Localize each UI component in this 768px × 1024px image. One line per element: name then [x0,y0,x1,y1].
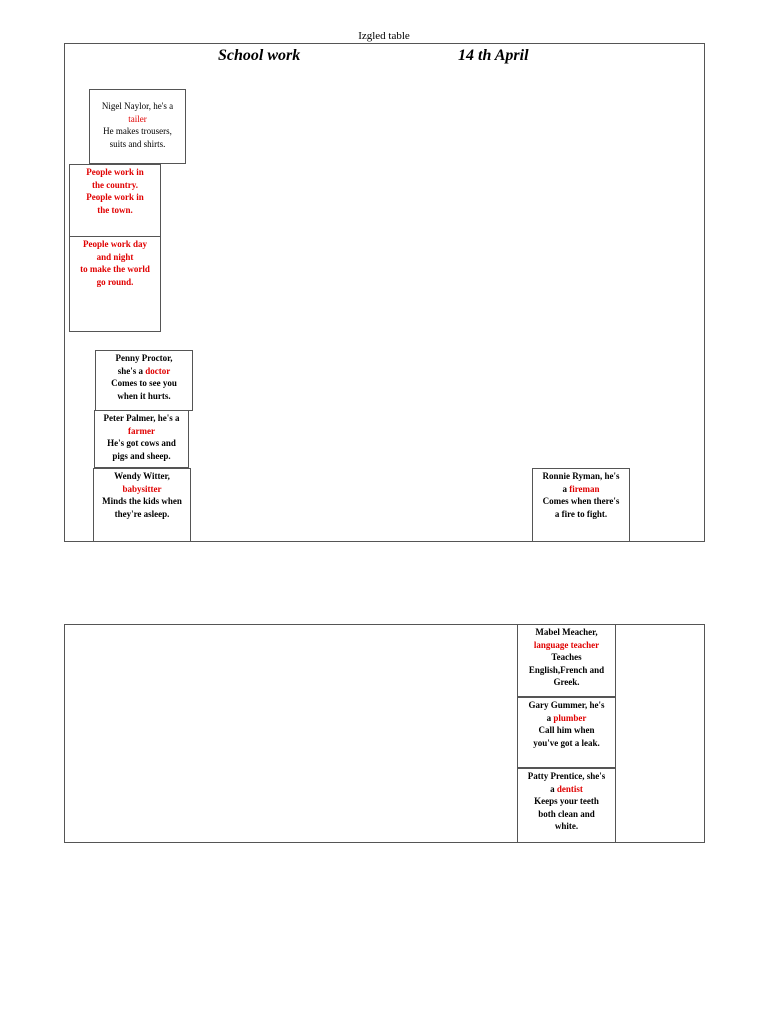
card-job: doctor [145,365,171,376]
card-job: fireman [569,483,600,494]
title-date: 14 th April [458,47,529,64]
card-mabel-meacher [517,624,616,697]
card-patty-prentice [517,768,616,843]
card-people-work-country [69,164,161,238]
card-wendy-witter [93,468,191,542]
title-school-work: School work [218,47,301,64]
card-peter-palmer [94,410,189,468]
card-line: People work in [86,192,144,203]
document-header: Izgled table [358,30,410,42]
card-line: Keeps your teeth [534,796,599,807]
card-line: Peter Palmer, he's a [103,413,180,423]
card-job: plumber [553,712,587,723]
card-line: English,French and [528,664,605,675]
card-line: Comes to see you [111,378,177,389]
card-line: Comes when there's [542,496,620,507]
card-line: Ronnie Ryman, he's [542,471,620,481]
card-gary-gummer [517,697,616,768]
card-line: the town. [97,204,133,215]
card-line: Minds the kids when [102,496,182,507]
card-line: to make the world [80,264,150,275]
card-line: and night [96,251,134,262]
card-line: People work in [86,167,144,177]
card-line: Mabel Meacher, [535,627,598,637]
card-line: a fire to fight. [554,508,608,519]
card-line: He's got cows and [107,438,176,449]
card-ronnie-ryman [532,468,630,542]
card-line: they're asleep. [114,508,170,519]
card-line: a [562,483,570,494]
page-frame-2 [64,624,705,843]
card-job: language teacher [533,639,600,650]
card-line: He makes trousers, [103,126,172,137]
card-line: she's a [117,365,146,376]
card-line: you've got a leak. [533,737,600,748]
card-line: Nigel Naylor, he's a [101,101,174,111]
card-line: Patty Prentice, she's [527,771,606,781]
card-line: Gary Gummer, he's [528,700,605,710]
card-job: farmer [128,425,155,436]
card-job: tailer [128,113,147,124]
card-line: suits and shirts. [109,138,166,149]
card-line: Wendy Witter, [114,471,170,481]
card-line: Greek. [553,677,580,688]
card-line: white. [554,821,579,832]
card-job: dentist [556,783,583,794]
card-nigel-naylor [89,89,186,164]
card-people-work-day-night [69,236,161,332]
page-frame-1 [64,43,705,542]
card-line: Teaches [551,652,582,663]
card-line: People work day [83,239,147,249]
card-line: go round. [96,276,134,287]
card-job: babysitter [122,483,162,494]
card-line: a [546,712,554,723]
card-line: a [550,783,557,794]
card-line: when it hurts. [117,390,171,401]
card-line: Call him when [538,725,595,736]
card-line: both clean and [538,808,595,819]
card-line: Penny Proctor, [115,353,173,363]
card-line: pigs and sheep. [112,450,171,461]
card-penny-proctor [95,350,193,411]
card-line: the country. [92,179,138,190]
